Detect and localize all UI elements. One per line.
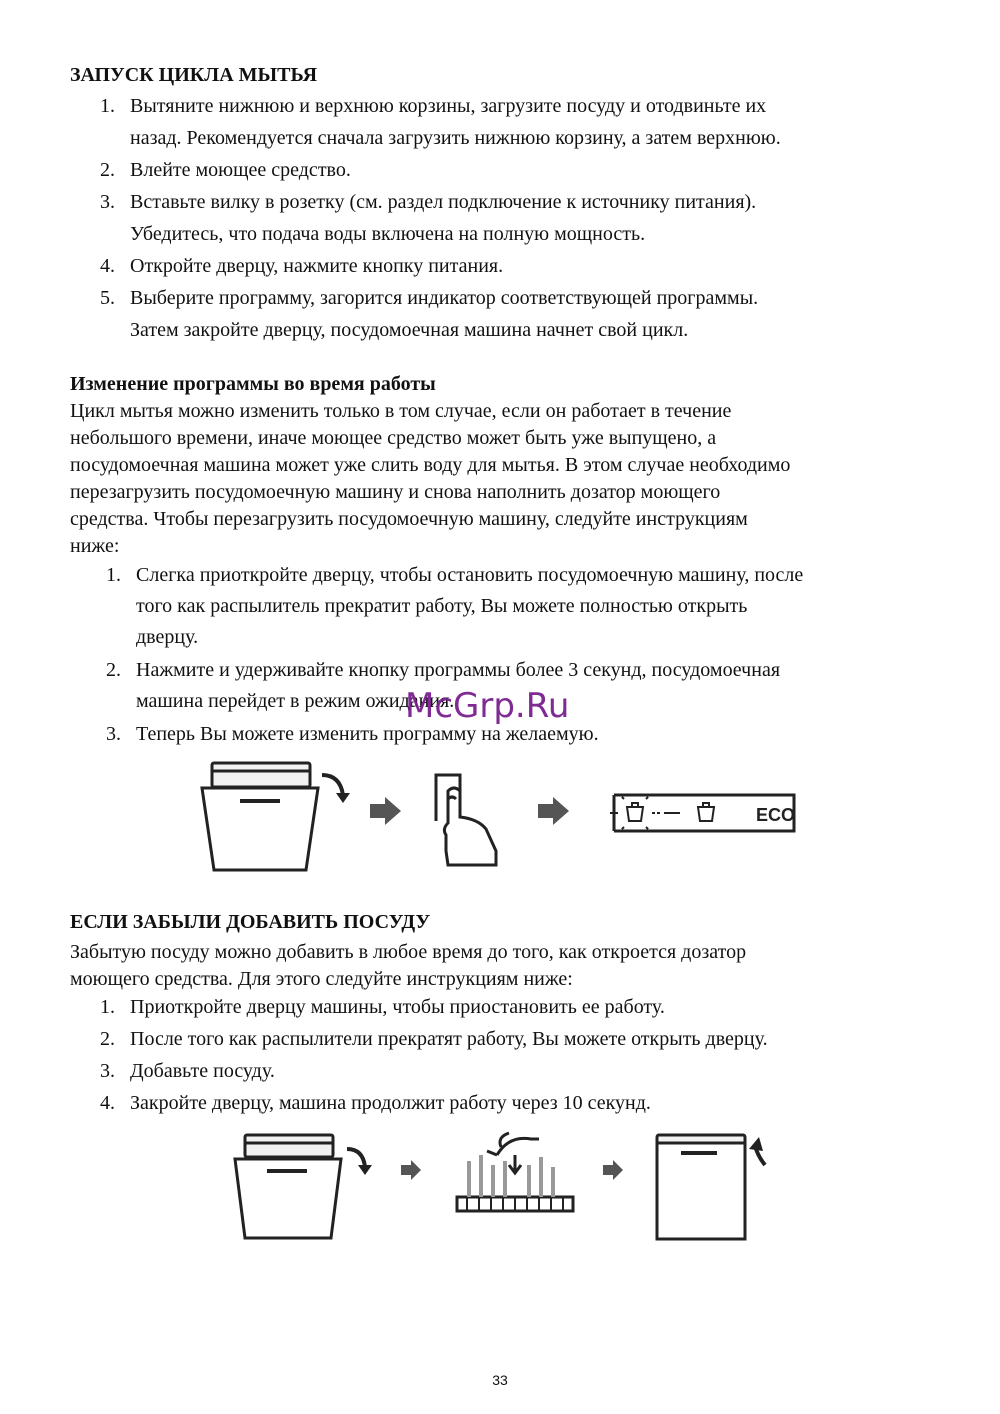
blinking-program-indicator — [627, 803, 643, 821]
list-item: 3. Вставьте вилку в розетку (см. раздел подключение к источнику питания). Убедитесь, что подача воды включена на полную мощность. — [100, 191, 757, 245]
curved-arrow-icon — [322, 775, 343, 795]
dishwasher-door-closed-icon — [657, 1135, 745, 1239]
curved-arrow-icon — [347, 1149, 365, 1167]
control-panel-display — [608, 795, 795, 831]
add-dishes-steps — [70, 991, 950, 1119]
pot-program-icon — [698, 803, 714, 821]
right-arrow-icon — [370, 797, 401, 825]
list-item: 5. Выберите программу, загорится индикатор соответствующей программы. Затем закройте дверцу, посудомоечная машина начнет свой цикл. — [100, 287, 759, 341]
add-dishes-paragraph: Забытую посуду можно добавить в любое время до того, как откроется дозатор моющего средства. Для этого следуйте инструкциям ниже: — [70, 941, 747, 990]
section-title-start-cycle: ЗАПУСК ЦИКЛА МЫТЬЯ — [70, 64, 318, 86]
start-cycle-steps — [70, 90, 950, 346]
list-item: 3. Добавьте посуду. — [100, 1060, 275, 1082]
page-number: 33 — [492, 1372, 508, 1388]
dishwasher-door-open-icon — [202, 763, 318, 870]
right-arrow-icon — [603, 1160, 623, 1180]
eco-label: ECO — [756, 805, 796, 825]
right-arrow-icon — [538, 797, 569, 825]
list-item: 2. Нажмите и удерживайте кнопку программы более 3 секунд, посудомоечная машина перейдет в режим ожидания. — [106, 659, 781, 712]
subsection-title-change-program: Изменение программы во время работы — [70, 373, 436, 395]
list-item: 1. Слегка приоткройте дверцу, чтобы остановить посудомоечную машину, после того как распылитель прекратит работу, Вы можете полностью открыть дверцу. — [106, 564, 804, 648]
list-item: 1. Вытяните нижнюю и верхнюю корзины, загрузите посуду и отодвиньте их назад. Рекомендуется сначала загрузить нижнюю корзину, а затем верхнюю. — [100, 95, 781, 149]
dishwasher-door-open-icon — [235, 1135, 341, 1238]
change-program-paragraph: Изменение программы во время работы Цикл мытья можно изменить только в том случае, если он работает в течение небольшого времени, иначе моющее средство может быть уже выпущено, а посудомоечная машина может уже слить воду для мытья. В этом случае необходимо перезагрузить посудомоечную машину и снова наполнить дозатор моющего средства. Чтобы перезагрузить посудомоечную машину, следуйте инструкциям ниже: — [70, 371, 940, 560]
right-arrow-icon — [401, 1160, 421, 1180]
list-item: 2. После того как распылители прекратят работу, Вы можете открыть дверцу. — [100, 1028, 768, 1050]
loading-dishes-icon — [457, 1133, 573, 1211]
list-item: 4. Закройте дверцу, машина продолжит работу через 10 секунд. — [100, 1092, 651, 1114]
list-item: 1. Приоткройте дверцу машины, чтобы приостановить ее работу. — [100, 996, 665, 1018]
change-program-illustration — [190, 755, 810, 875]
watermark: McGrp.Ru — [405, 686, 570, 726]
list-item: 3. Теперь Вы можете изменить программу на желаемую. — [106, 723, 599, 745]
list-item: 4. Откройте дверцу, нажмите кнопку питания. — [100, 255, 504, 277]
add-dishes-illustration — [225, 1125, 785, 1250]
finger-press-icon — [436, 775, 496, 865]
list-item: 2. Влейте моющее средство. — [100, 159, 351, 181]
section-title-add-dishes: ЕСЛИ ЗАБЫЛИ ДОБАВИТЬ ПОСУДУ — [70, 911, 431, 933]
